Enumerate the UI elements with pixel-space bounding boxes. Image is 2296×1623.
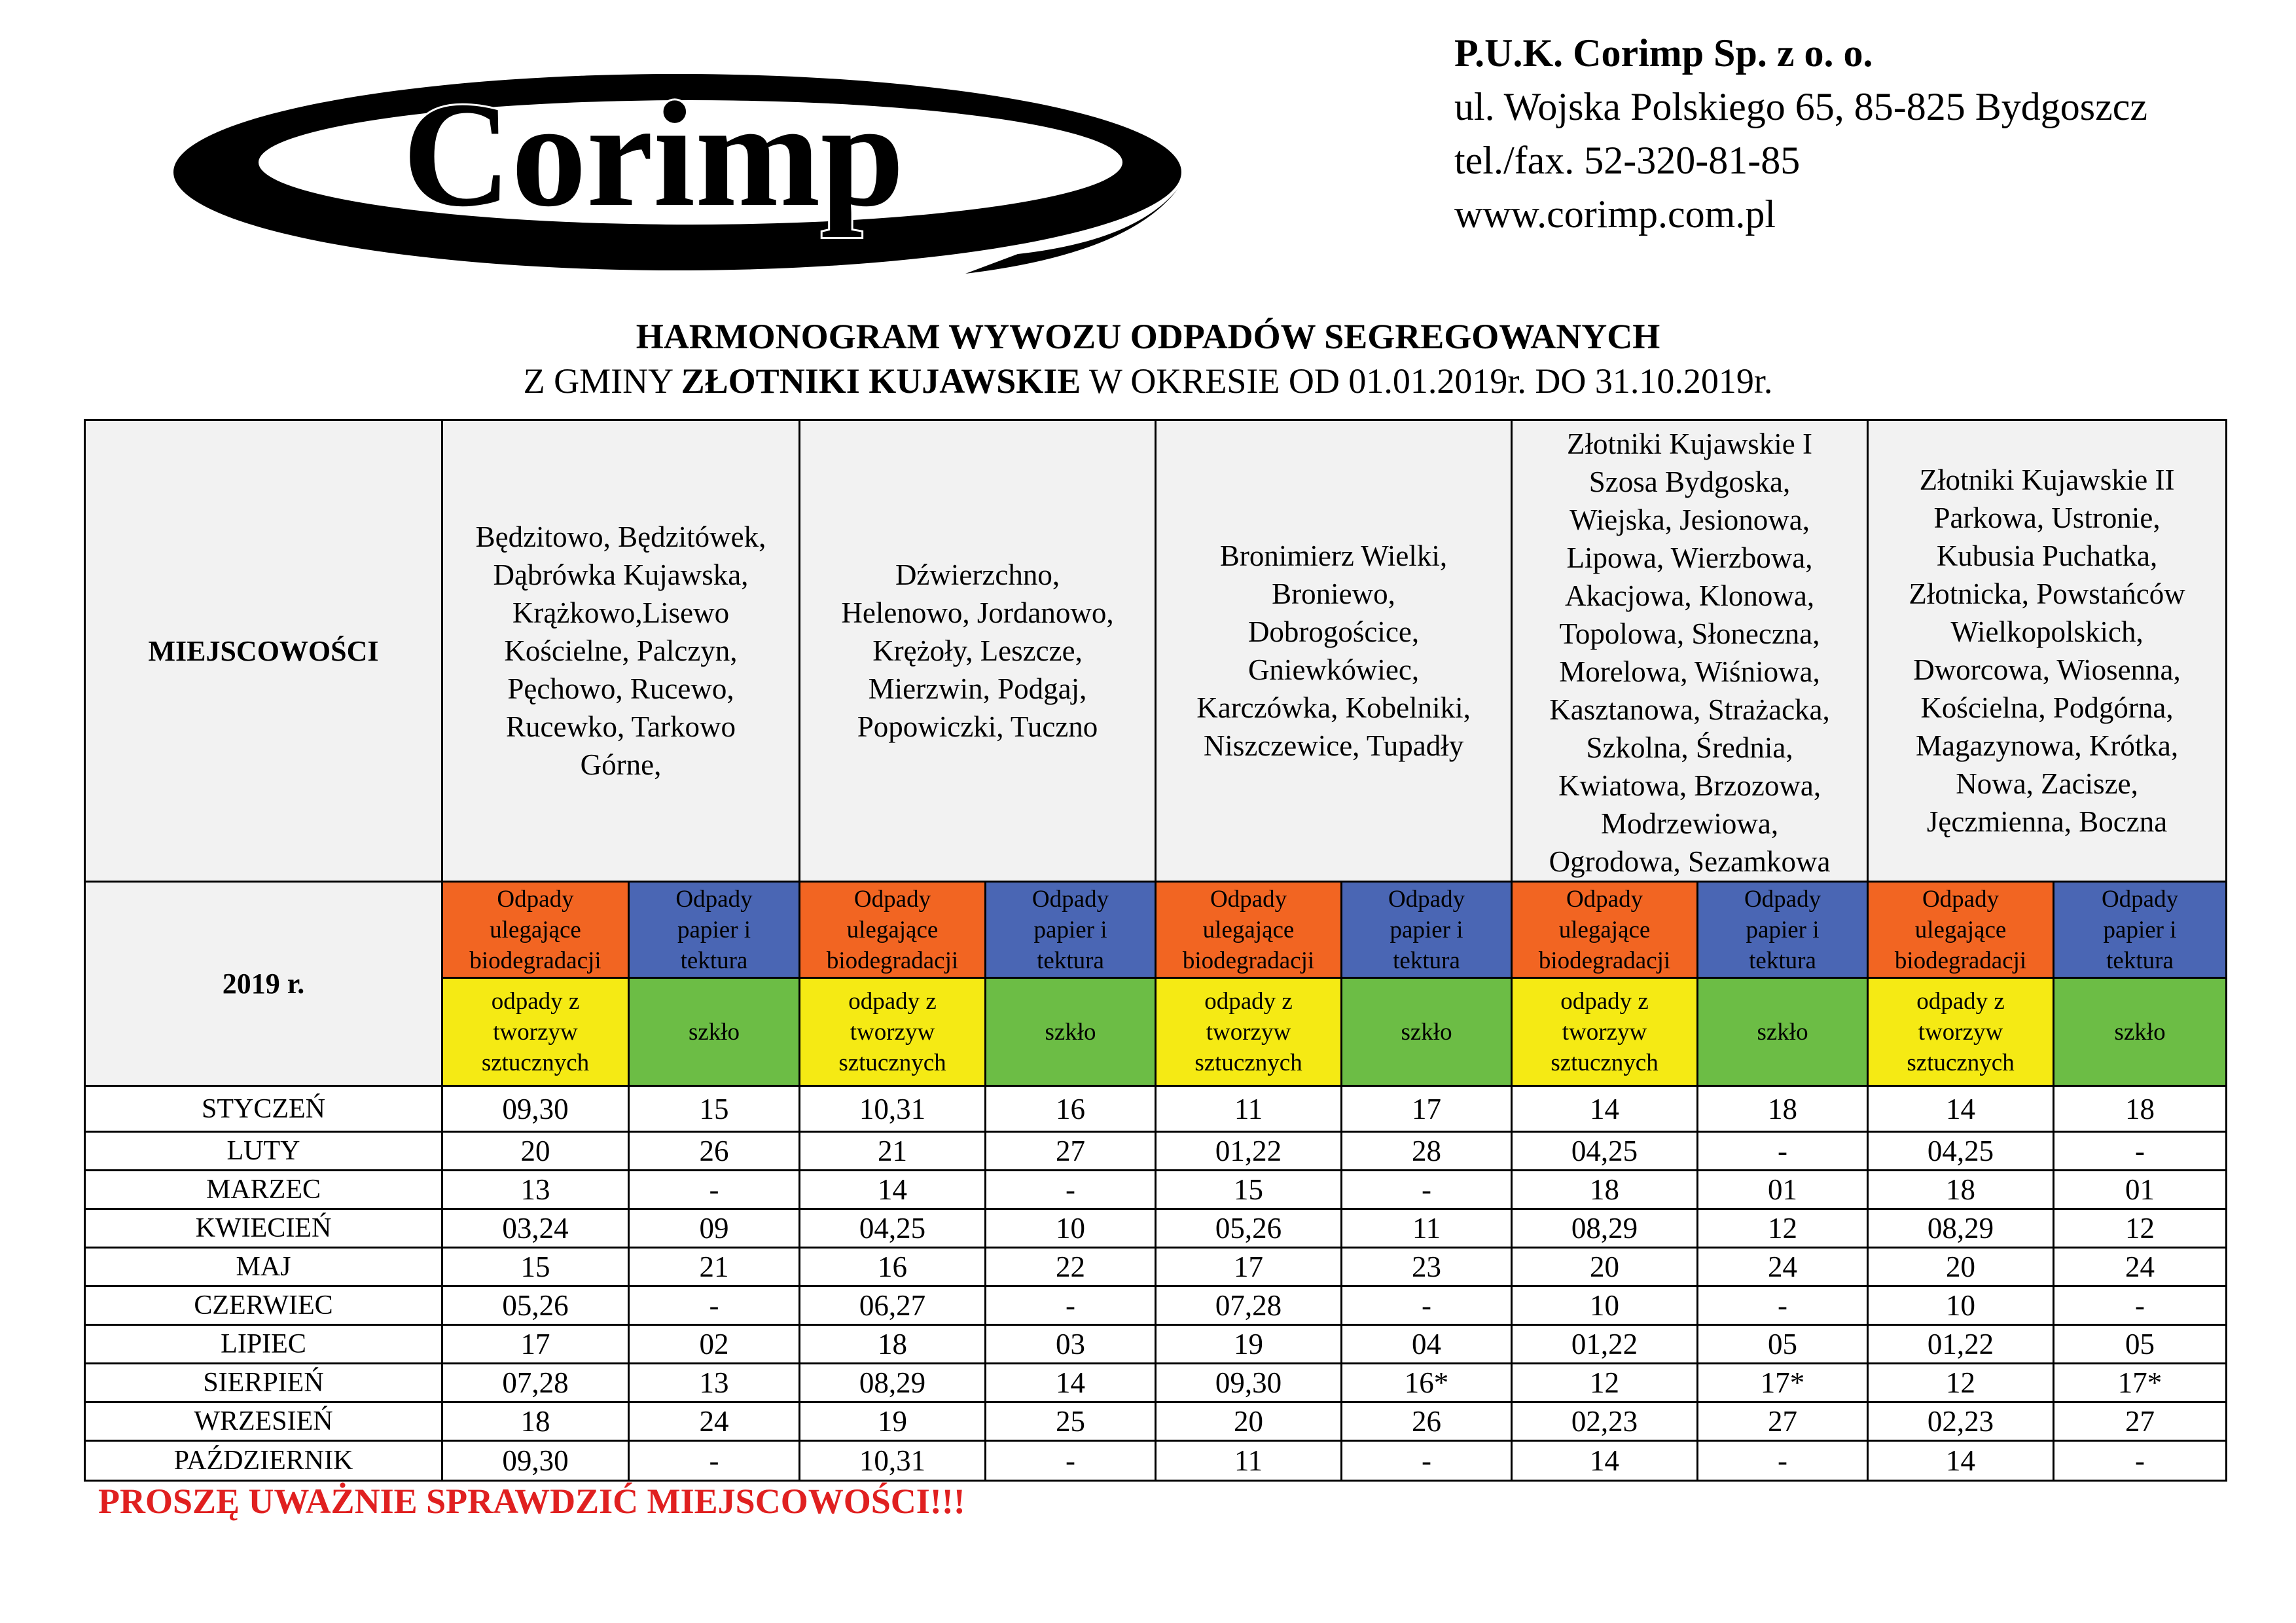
category-line: sztucznych bbox=[1551, 1049, 1659, 1076]
company-address: ul. Wojska Polskiego 65, 85-825 Bydgoszcz bbox=[1454, 85, 2147, 128]
locality-text bbox=[800, 556, 1155, 746]
collection-date-cell: - bbox=[629, 1171, 800, 1209]
collection-date-cell: - bbox=[1698, 1132, 1868, 1171]
category-line: tworzyw bbox=[1562, 1018, 1647, 1046]
locality-line: Ogrodowa, Sezamkowa bbox=[1549, 845, 1831, 878]
collection-date-cell: 27 bbox=[2054, 1402, 2227, 1441]
collection-date-cell: 21 bbox=[800, 1132, 986, 1171]
category-line: Odpady bbox=[497, 885, 574, 913]
collection-date-cell: 14 bbox=[800, 1171, 986, 1209]
category-glass-header bbox=[629, 978, 800, 1086]
category-line: biodegradacji bbox=[826, 947, 959, 974]
collection-date-cell: 11 bbox=[1156, 1441, 1342, 1481]
collection-date-cell: 25 bbox=[986, 1402, 1156, 1441]
document-title: HARMONOGRAM WYWOZU ODPADÓW SEGREGOWANYCH bbox=[636, 317, 1660, 356]
locality-group-4 bbox=[1512, 420, 1868, 882]
document-subtitle bbox=[0, 360, 2296, 402]
collection-date-cell: 23 bbox=[1342, 1248, 1512, 1286]
category-line: Odpady bbox=[1922, 885, 2000, 913]
locality-line: Mierzwin, Podgaj, bbox=[868, 672, 1087, 705]
locality-line: Dworcowa, Wiosenna, bbox=[1913, 653, 2181, 686]
locality-line: Bronimierz Wielki, bbox=[1219, 539, 1448, 572]
locality-line: Kubusia Puchatka, bbox=[1936, 539, 2158, 572]
category-line: odpady z bbox=[1204, 987, 1293, 1015]
collection-date-cell: 24 bbox=[1698, 1248, 1868, 1286]
category-line: tektura bbox=[1037, 947, 1104, 974]
category-line: biodegradacji bbox=[469, 947, 601, 974]
locality-line: Złotniki Kujawskie I bbox=[1567, 428, 1812, 460]
locality-line: Niszczewice, Tupadły bbox=[1203, 729, 1464, 762]
collection-date-cell: 06,27 bbox=[800, 1286, 986, 1325]
category-line: szkło bbox=[2114, 1018, 2166, 1046]
category-line: Odpady bbox=[1566, 885, 1643, 913]
collection-date-cell: 08,29 bbox=[800, 1364, 986, 1402]
month-label: MAJ bbox=[85, 1248, 442, 1286]
collection-date-cell: 22 bbox=[986, 1248, 1156, 1286]
collection-date-cell: 27 bbox=[986, 1132, 1156, 1171]
locality-line: Dąbrówka Kujawska, bbox=[493, 558, 749, 591]
collection-date-cell: - bbox=[1698, 1441, 1868, 1481]
month-label: LIPIEC bbox=[85, 1325, 442, 1364]
category-glass-header bbox=[2054, 978, 2227, 1086]
locality-line: Dźwierzchno, bbox=[895, 558, 1060, 591]
subtitle-suffix: W OKRESIE OD 01.01.2019r. DO 31.10.2019r. bbox=[1081, 361, 1773, 401]
category-line: biodegradacji bbox=[1182, 947, 1315, 974]
locality-text bbox=[443, 518, 798, 784]
month-row bbox=[85, 1086, 2227, 1132]
header-label: MIEJSCOWOŚCI bbox=[85, 420, 442, 882]
collection-date-cell: 20 bbox=[1868, 1248, 2054, 1286]
collection-date-cell: 27 bbox=[1698, 1402, 1868, 1441]
locality-line: Kwiatowa, Brzozowa, bbox=[1558, 769, 1821, 802]
collection-date-cell: 15 bbox=[629, 1086, 800, 1132]
schedule-table bbox=[84, 419, 2227, 1482]
collection-date-cell: 05,26 bbox=[1156, 1209, 1342, 1248]
collection-date-cell: 11 bbox=[1156, 1086, 1342, 1132]
category-line: Odpady bbox=[853, 885, 931, 913]
collection-date-cell: 04,25 bbox=[1512, 1132, 1698, 1171]
collection-date-cell: 14 bbox=[1512, 1086, 1698, 1132]
category-glass-header bbox=[1342, 978, 1512, 1086]
collection-date-cell: 20 bbox=[442, 1132, 629, 1171]
category-line: ulegające bbox=[490, 916, 581, 943]
locality-line: Wielkopolskich, bbox=[1950, 615, 2144, 648]
locality-line: Szkolna, Średnia, bbox=[1586, 731, 1793, 764]
collection-date-cell: 07,28 bbox=[442, 1364, 629, 1402]
month-label: SIERPIEŃ bbox=[85, 1364, 442, 1402]
locality-line: Karczówka, Kobelniki, bbox=[1196, 691, 1471, 724]
category-line: odpady z bbox=[491, 987, 580, 1015]
category-line: tektura bbox=[1749, 947, 1816, 974]
locality-line: Popowiczki, Tuczno bbox=[857, 710, 1098, 743]
locality-line: Modrzewiowa, bbox=[1600, 807, 1779, 840]
category-line: tworzyw bbox=[493, 1018, 578, 1046]
collection-date-cell: 17* bbox=[2054, 1364, 2227, 1402]
year-label: 2019 r. bbox=[85, 882, 442, 1086]
locality-line: Akacjowa, Klonowa, bbox=[1564, 579, 1815, 612]
collection-date-cell: 02 bbox=[629, 1325, 800, 1364]
locality-line: Kościelne, Palczyn, bbox=[504, 634, 738, 667]
subtitle-gmina: ZŁOTNIKI KUJAWSKIE bbox=[681, 361, 1081, 401]
category-paper-header bbox=[1342, 882, 1512, 978]
category-paper-header bbox=[986, 882, 1156, 978]
category-line: Odpady bbox=[1388, 885, 1465, 913]
locality-line: Morelowa, Wiśniowa, bbox=[1559, 655, 1820, 688]
collection-date-cell: 18 bbox=[1698, 1086, 1868, 1132]
collection-date-cell: 10 bbox=[1868, 1286, 2054, 1325]
category-line: biodegradacji bbox=[1894, 947, 2027, 974]
collection-date-cell: 05,26 bbox=[442, 1286, 629, 1325]
collection-date-cell: 03,24 bbox=[442, 1209, 629, 1248]
collection-date-cell: 09,30 bbox=[1156, 1364, 1342, 1402]
category-line: papier i bbox=[1746, 916, 1820, 943]
collection-date-cell: - bbox=[1342, 1286, 1512, 1325]
category-paper-header bbox=[1698, 882, 1868, 978]
collection-date-cell: 09,30 bbox=[442, 1441, 629, 1481]
locality-line: Nowa, Zacisze, bbox=[1956, 767, 2138, 800]
category-line: tworzyw bbox=[1918, 1018, 2003, 1046]
collection-date-cell: - bbox=[986, 1286, 1156, 1325]
collection-date-cell: - bbox=[1698, 1286, 1868, 1325]
collection-date-cell: 01 bbox=[2054, 1171, 2227, 1209]
locality-text bbox=[1513, 425, 1867, 881]
collection-date-cell: 05 bbox=[2054, 1325, 2227, 1364]
collection-date-cell: 02,23 bbox=[1868, 1402, 2054, 1441]
category-line: papier i bbox=[677, 916, 751, 943]
collection-date-cell: 26 bbox=[629, 1132, 800, 1171]
collection-date-cell: 14 bbox=[1868, 1441, 2054, 1481]
locality-group-1 bbox=[442, 420, 800, 882]
month-row bbox=[85, 1325, 2227, 1364]
collection-date-cell: 17* bbox=[1698, 1364, 1868, 1402]
category-line: biodegradacji bbox=[1538, 947, 1671, 974]
collection-date-cell: 14 bbox=[1868, 1086, 2054, 1132]
category-glass-header bbox=[1698, 978, 1868, 1086]
category-line: odpady z bbox=[1916, 987, 2005, 1015]
locality-line: Broniewo, bbox=[1272, 577, 1395, 610]
collection-date-cell: 05 bbox=[1698, 1325, 1868, 1364]
collection-date-cell: 26 bbox=[1342, 1402, 1512, 1441]
collection-date-cell: 12 bbox=[1698, 1209, 1868, 1248]
category-line: Odpady bbox=[1210, 885, 1287, 913]
company-name: P.U.K. Corimp Sp. z o. o. bbox=[1454, 31, 1873, 75]
collection-date-cell: 03 bbox=[986, 1325, 1156, 1364]
locality-line: Dobrogościce, bbox=[1247, 615, 1420, 648]
locality-line: Parkowa, Ustronie, bbox=[1933, 501, 2161, 534]
collection-date-cell: 21 bbox=[629, 1248, 800, 1286]
collection-date-cell: 01,22 bbox=[1868, 1325, 2054, 1364]
collection-date-cell: 18 bbox=[1512, 1171, 1698, 1209]
locality-line: Lipowa, Wierzbowa, bbox=[1566, 541, 1813, 574]
category-line: ulegające bbox=[1914, 916, 2007, 943]
logo-text: Corimp bbox=[403, 71, 905, 238]
category-row-1 bbox=[85, 882, 2227, 978]
month-row bbox=[85, 1286, 2227, 1325]
month-label: WRZESIEŃ bbox=[85, 1402, 442, 1441]
category-line: szkło bbox=[1045, 1018, 1096, 1046]
category-paper-header bbox=[629, 882, 800, 978]
category-line: Odpady bbox=[1744, 885, 1821, 913]
collection-date-cell: - bbox=[629, 1441, 800, 1481]
category-line: tektura bbox=[680, 947, 748, 974]
collection-date-cell: 16 bbox=[986, 1086, 1156, 1132]
category-line: sztucznych bbox=[1907, 1049, 2015, 1076]
category-line: tworzyw bbox=[1206, 1018, 1291, 1046]
locality-text bbox=[1869, 461, 2225, 841]
category-line: papier i bbox=[1033, 916, 1107, 943]
collection-date-cell: 16* bbox=[1342, 1364, 1512, 1402]
locality-line: Krążkowo,Lisewo bbox=[512, 596, 730, 629]
category-line: odpady z bbox=[1560, 987, 1649, 1015]
collection-date-cell: 12 bbox=[1512, 1364, 1698, 1402]
category-line: ulegające bbox=[846, 916, 939, 943]
category-line: szkło bbox=[1757, 1018, 1808, 1046]
collection-date-cell: 15 bbox=[442, 1248, 629, 1286]
locality-line: Topolowa, Słoneczna, bbox=[1559, 617, 1820, 650]
category-line: ulegające bbox=[1202, 916, 1295, 943]
locality-line: Złotniki Kujawskie II bbox=[1919, 464, 2175, 496]
company-info bbox=[1454, 26, 2286, 241]
collection-date-cell: 14 bbox=[1512, 1441, 1698, 1481]
company-phone: tel./fax. 52-320-81-85 bbox=[1454, 139, 1801, 182]
locality-group-5 bbox=[1868, 420, 2227, 882]
collection-date-cell: 10 bbox=[986, 1209, 1156, 1248]
category-bio-header bbox=[442, 882, 629, 978]
collection-date-cell: 28 bbox=[1342, 1132, 1512, 1171]
collection-date-cell: 02,23 bbox=[1512, 1402, 1698, 1441]
locality-line: Jęczmienna, Boczna bbox=[1926, 805, 2168, 838]
locality-line: Gniewkówiec, bbox=[1247, 653, 1420, 686]
collection-date-cell: 13 bbox=[442, 1171, 629, 1209]
month-row bbox=[85, 1248, 2227, 1286]
collection-date-cell: 10 bbox=[1512, 1286, 1698, 1325]
collection-date-cell: 09,30 bbox=[442, 1086, 629, 1132]
category-plastic-header bbox=[1156, 978, 1342, 1086]
category-bio-header bbox=[1868, 882, 2054, 978]
collection-date-cell: 17 bbox=[1342, 1086, 1512, 1132]
collection-date-cell: 13 bbox=[629, 1364, 800, 1402]
localities-row bbox=[85, 420, 2227, 882]
category-line: Odpady bbox=[675, 885, 753, 913]
category-plastic-header bbox=[800, 978, 986, 1086]
subtitle-prefix: Z GMINY bbox=[523, 361, 681, 401]
category-bio-header bbox=[1156, 882, 1342, 978]
locality-text bbox=[1157, 537, 1511, 765]
collection-date-cell: 10,31 bbox=[800, 1086, 986, 1132]
month-label: MARZEC bbox=[85, 1171, 442, 1209]
collection-date-cell: 14 bbox=[986, 1364, 1156, 1402]
collection-date-cell: 10,31 bbox=[800, 1441, 986, 1481]
category-line: szkło bbox=[1401, 1018, 1452, 1046]
collection-date-cell: 15 bbox=[1156, 1171, 1342, 1209]
category-line: tektura bbox=[1393, 947, 1460, 974]
locality-line: Kościelna, Podgórna, bbox=[1920, 691, 2174, 724]
collection-date-cell: 16 bbox=[800, 1248, 986, 1286]
month-row bbox=[85, 1132, 2227, 1171]
collection-date-cell: 19 bbox=[1156, 1325, 1342, 1364]
collection-date-cell: - bbox=[2054, 1286, 2227, 1325]
category-line: tworzyw bbox=[850, 1018, 935, 1046]
collection-date-cell: 12 bbox=[1868, 1364, 2054, 1402]
locality-line: Pęchowo, Rucewo, bbox=[507, 672, 734, 705]
collection-date-cell: 19 bbox=[800, 1402, 986, 1441]
company-website: www.corimp.com.pl bbox=[1454, 192, 1776, 236]
footer-warning: PROSZĘ UWAŻNIE SPRAWDZIĆ MIEJSCOWOŚCI!!! bbox=[98, 1482, 965, 1521]
category-line: Odpady bbox=[2101, 885, 2179, 913]
category-line: sztucznych bbox=[1194, 1049, 1302, 1076]
category-line: ulegające bbox=[1558, 916, 1651, 943]
collection-date-cell: 12 bbox=[2054, 1209, 2227, 1248]
collection-date-cell: - bbox=[2054, 1132, 2227, 1171]
collection-date-cell: 09 bbox=[629, 1209, 800, 1248]
locality-line: Kasztanowa, Strażacka, bbox=[1549, 693, 1830, 726]
collection-date-cell: 04,25 bbox=[1868, 1132, 2054, 1171]
month-row bbox=[85, 1171, 2227, 1209]
category-line: tektura bbox=[2106, 947, 2174, 974]
category-line: odpady z bbox=[848, 987, 937, 1015]
collection-date-cell: 07,28 bbox=[1156, 1286, 1342, 1325]
locality-line: Helenowo, Jordanowo, bbox=[841, 596, 1114, 629]
collection-date-cell: - bbox=[986, 1441, 1156, 1481]
month-label: PAŹDZIERNIK bbox=[85, 1441, 442, 1481]
locality-group-3 bbox=[1156, 420, 1512, 882]
collection-date-cell: 18 bbox=[2054, 1086, 2227, 1132]
category-line: papier i bbox=[2103, 916, 2177, 943]
category-paper-header bbox=[2054, 882, 2227, 978]
collection-date-cell: 17 bbox=[442, 1325, 629, 1364]
collection-date-cell: 24 bbox=[2054, 1248, 2227, 1286]
locality-line: Górne, bbox=[580, 748, 662, 781]
collection-date-cell: - bbox=[986, 1171, 1156, 1209]
category-bio-header bbox=[1512, 882, 1698, 978]
collection-date-cell: 24 bbox=[629, 1402, 800, 1441]
collection-date-cell: 08,29 bbox=[1512, 1209, 1698, 1248]
locality-line: Złotnicka, Powstańców bbox=[1909, 577, 2185, 610]
collection-date-cell: 18 bbox=[442, 1402, 629, 1441]
collection-date-cell: 04,25 bbox=[800, 1209, 986, 1248]
collection-date-cell: 18 bbox=[1868, 1171, 2054, 1209]
month-label: STYCZEŃ bbox=[85, 1086, 442, 1132]
category-plastic-header bbox=[442, 978, 629, 1086]
locality-line: Będzitowo, Będzitówek, bbox=[475, 520, 766, 553]
locality-line: Rucewko, Tarkowo bbox=[506, 710, 736, 743]
month-label: LUTY bbox=[85, 1132, 442, 1171]
collection-date-cell: 01,22 bbox=[1156, 1132, 1342, 1171]
category-plastic-header bbox=[1512, 978, 1698, 1086]
collection-date-cell: 17 bbox=[1156, 1248, 1342, 1286]
collection-date-cell: 20 bbox=[1156, 1402, 1342, 1441]
corimp-logo bbox=[167, 58, 1188, 293]
month-row bbox=[85, 1441, 2227, 1481]
locality-line: Krężoły, Leszcze, bbox=[872, 634, 1083, 667]
collection-date-cell: 01,22 bbox=[1512, 1325, 1698, 1364]
month-label: CZERWIEC bbox=[85, 1286, 442, 1325]
category-plastic-header bbox=[1868, 978, 2054, 1086]
month-row bbox=[85, 1402, 2227, 1441]
collection-date-cell: 11 bbox=[1342, 1209, 1512, 1248]
category-line: szkło bbox=[688, 1018, 740, 1046]
collection-date-cell: 04 bbox=[1342, 1325, 1512, 1364]
collection-date-cell: 01 bbox=[1698, 1171, 1868, 1209]
collection-date-cell: 20 bbox=[1512, 1248, 1698, 1286]
category-line: sztucznych bbox=[481, 1049, 590, 1076]
category-line: papier i bbox=[1390, 916, 1463, 943]
collection-date-cell: - bbox=[1342, 1171, 1512, 1209]
month-row bbox=[85, 1209, 2227, 1248]
category-line: sztucznych bbox=[838, 1049, 946, 1076]
category-bio-header bbox=[800, 882, 986, 978]
collection-date-cell: 18 bbox=[800, 1325, 986, 1364]
category-line: Odpady bbox=[1031, 885, 1109, 913]
locality-group-2 bbox=[800, 420, 1156, 882]
locality-line: Magazynowa, Krótka, bbox=[1915, 729, 2179, 762]
month-row bbox=[85, 1364, 2227, 1402]
collection-date-cell: - bbox=[1342, 1441, 1512, 1481]
collection-date-cell: 08,29 bbox=[1868, 1209, 2054, 1248]
collection-date-cell: - bbox=[2054, 1441, 2227, 1481]
collection-date-cell: - bbox=[629, 1286, 800, 1325]
locality-line: Wiejska, Jesionowa, bbox=[1570, 503, 1810, 536]
month-label: KWIECIEŃ bbox=[85, 1209, 442, 1248]
category-glass-header bbox=[986, 978, 1156, 1086]
locality-line: Szosa Bydgoska, bbox=[1588, 465, 1791, 498]
